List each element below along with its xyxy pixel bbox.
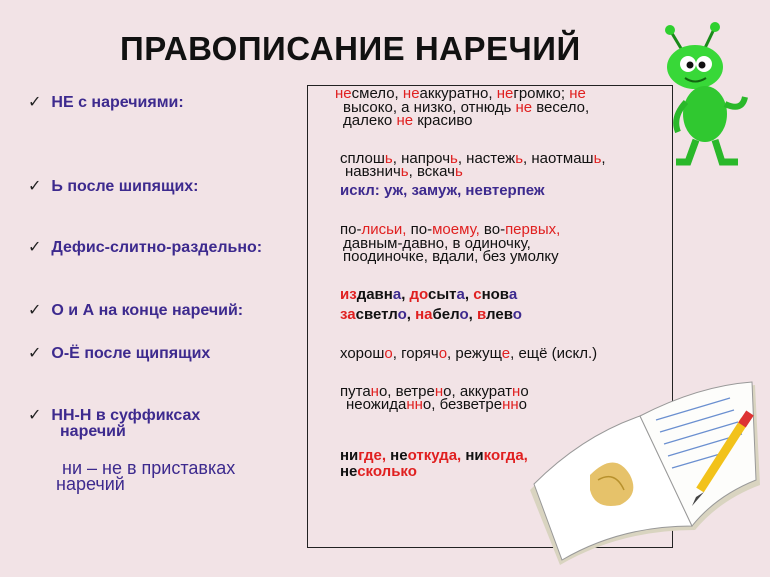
example-oa-1 xyxy=(340,287,517,302)
rule-o-a xyxy=(28,300,243,320)
example-segment: а xyxy=(392,286,402,303)
example-segment: на xyxy=(415,306,433,323)
checkmark-icon: ✓ xyxy=(28,94,42,111)
example-segment: ь xyxy=(593,150,602,167)
page-title: ПРАВОПИСАНИЕ НАРЕЧИЙ xyxy=(120,30,581,67)
rule-o-a-label: О и А на конце наречий: xyxy=(51,302,244,319)
example-segment: смело, xyxy=(351,85,403,102)
example-ni-1 xyxy=(340,448,528,463)
example-segment: не xyxy=(390,447,408,464)
example-segment: не xyxy=(496,85,514,102)
example-segment: моему, xyxy=(432,221,484,238)
example-segment: , горяч xyxy=(392,345,439,362)
checkmark-icon: ✓ xyxy=(28,239,42,256)
example-segment: о xyxy=(520,383,529,400)
example-segment: с xyxy=(473,286,482,303)
example-segment: ь xyxy=(515,150,524,167)
checkmark-icon: ✓ xyxy=(28,407,42,424)
rule-hyphen xyxy=(28,237,262,257)
example-segment: по- xyxy=(410,221,433,238)
example-segment: громко; xyxy=(513,85,570,102)
checkmark-icon: ✓ xyxy=(28,345,42,362)
rule-ni-label-2: наречий xyxy=(56,474,125,494)
rule-soft-sign-label: Ь после шипящих: xyxy=(51,178,199,195)
example-segment: н xyxy=(512,383,521,400)
example-segment: о, ветре xyxy=(378,383,435,400)
example-segment: навзнич xyxy=(345,163,401,180)
example-segment: когда, xyxy=(483,447,528,464)
checkmark-icon: ✓ xyxy=(28,178,42,195)
example-segment: ни xyxy=(465,447,484,464)
example-segment: красиво xyxy=(413,112,473,129)
example-segment: ни xyxy=(340,447,359,464)
example-segment: а xyxy=(456,286,465,303)
rule-o-yo-label: О-Ё после щипящих xyxy=(51,345,211,362)
rule-nn-label-2: наречий xyxy=(60,423,126,440)
example-segment: не xyxy=(340,463,358,480)
example-segment: лисьи, xyxy=(361,221,411,238)
example-segment: где, xyxy=(358,447,391,464)
example-segment: не xyxy=(335,85,352,102)
example-segment: аккуратно, xyxy=(419,85,497,102)
example-segment: о xyxy=(438,345,448,362)
example-segment: за xyxy=(340,306,356,323)
example-ni-2 xyxy=(340,464,417,479)
example-segment: , xyxy=(468,306,477,323)
rule-o-yo xyxy=(28,343,210,363)
example-soft-exception: искл: уж, замуж, невтерпеж xyxy=(340,182,545,199)
example-segment: весело, xyxy=(532,99,590,116)
example-segment: из xyxy=(340,286,357,303)
example-segment: , настеж xyxy=(457,150,516,167)
example-segment: ь xyxy=(400,163,409,180)
rule-nn-label: НН-Н в суффиксах xyxy=(51,407,201,424)
example-segment: а xyxy=(508,286,518,303)
example-o-yo xyxy=(340,346,597,361)
example-segment: лев xyxy=(486,306,513,323)
example-segment: светл xyxy=(355,306,398,323)
example-oa-2 xyxy=(340,307,522,322)
rule-hyphen-label: Дефис-слитно-раздельно: xyxy=(51,239,263,256)
rule-ne-label: НЕ с наречиями: xyxy=(51,94,184,111)
example-segment: ь xyxy=(384,150,393,167)
example-segment: , наотмаш xyxy=(523,150,594,167)
rule-soft-sign xyxy=(28,176,199,196)
example-hyphen-2: давным-давно, в одиночку, xyxy=(343,235,531,252)
example-segment: о, безветре xyxy=(422,396,503,413)
example-segment: высоко, а низко, отнюдь xyxy=(343,99,516,116)
example-segment: сыт xyxy=(428,286,457,303)
example-segment: , xyxy=(464,286,474,303)
example-segment: давн xyxy=(356,286,393,303)
example-segment: в xyxy=(477,306,487,323)
example-segment: , xyxy=(401,286,410,303)
example-segment: далеко xyxy=(343,112,397,129)
example-segment: о xyxy=(384,345,393,362)
example-segment: откуда, xyxy=(407,447,466,464)
example-segment: не xyxy=(402,85,420,102)
example-segment: е xyxy=(501,345,511,362)
example-segment: пута xyxy=(340,383,371,400)
green-alien-icon xyxy=(660,22,760,167)
example-segment: ь xyxy=(450,150,458,167)
example-segment: , xyxy=(601,150,606,167)
rule-ne xyxy=(28,92,184,112)
example-ne-3 xyxy=(343,113,473,128)
open-book-icon xyxy=(520,380,770,570)
example-segment: н xyxy=(434,383,444,400)
example-segment: , вскач xyxy=(408,163,455,180)
example-segment: неожида xyxy=(346,396,407,413)
example-segment: нов xyxy=(481,286,509,303)
example-segment: во- xyxy=(483,221,506,238)
example-segment: по- xyxy=(340,221,362,238)
example-segment: о xyxy=(512,306,522,323)
example-segment: , режущ xyxy=(447,345,502,362)
example-segment: о, аккурат xyxy=(443,383,513,400)
example-segment: бел xyxy=(432,306,460,323)
example-segment: первых, xyxy=(505,221,561,238)
example-segment: сколько xyxy=(357,463,417,480)
example-segment: , ещё (искл.) xyxy=(510,345,598,362)
example-segment: до xyxy=(409,286,429,303)
example-hyphen-3: поодиночке, вдали, без умолку xyxy=(343,248,559,265)
example-segment: нн xyxy=(502,396,519,413)
example-segment: нн xyxy=(406,396,423,413)
example-segment: н xyxy=(370,383,379,400)
rule-ni-label: ни – не в приставках xyxy=(62,458,236,478)
example-segment: о xyxy=(459,306,469,323)
example-segment: ь xyxy=(454,163,463,180)
example-segment: не xyxy=(569,85,586,102)
example-segment: , напроч xyxy=(392,150,451,167)
example-segment: сплош xyxy=(340,150,385,167)
example-soft-2 xyxy=(345,164,463,179)
example-segment: , xyxy=(406,306,416,323)
rule-nn xyxy=(28,405,200,425)
example-segment: не xyxy=(396,112,414,129)
example-segment: хорош xyxy=(340,345,385,362)
example-nn-2 xyxy=(346,397,527,412)
example-segment: о xyxy=(397,306,407,323)
checkmark-icon: ✓ xyxy=(28,302,42,319)
example-segment: не xyxy=(515,99,533,116)
example-segment: о xyxy=(518,396,528,413)
